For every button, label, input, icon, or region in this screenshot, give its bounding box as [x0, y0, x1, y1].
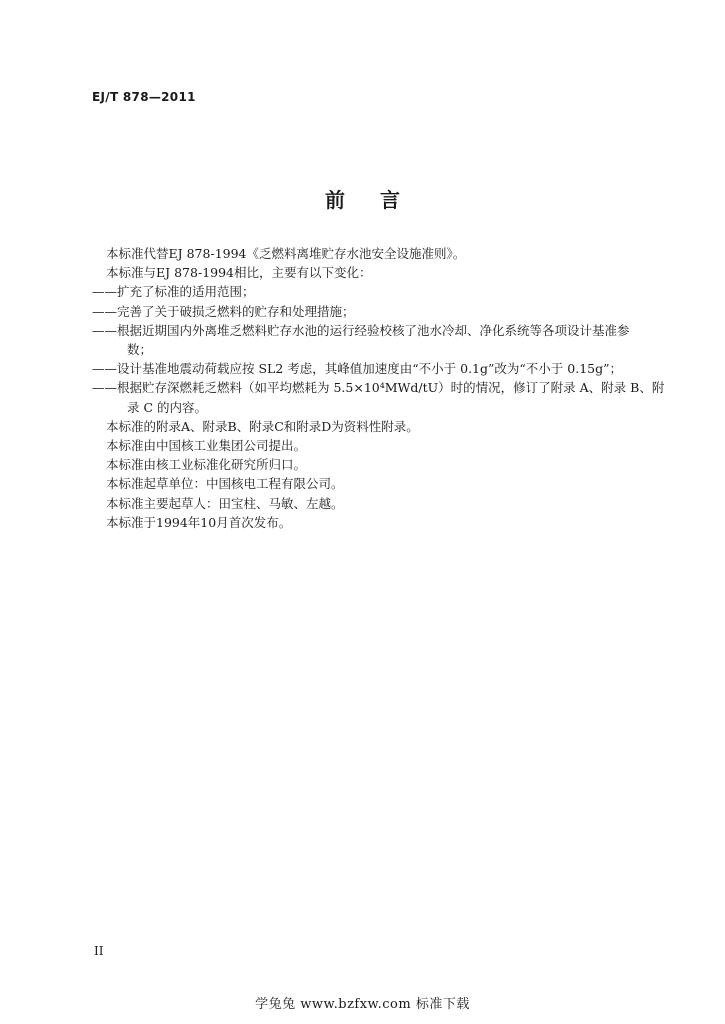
page-title: 前 言 [325, 188, 414, 212]
list-item: ——完善了关于破损乏燃料的贮存和处理措施； [92, 303, 355, 319]
paragraph: 本标准主要起草人：田宝柱、马敏、左越。 [106, 495, 344, 511]
paragraph: 本标准由中国核工业集团公司提出。 [106, 438, 307, 454]
list-item: ——扩充了标准的适用范围； [92, 284, 255, 300]
list-item: ——根据贮存深燃耗乏燃料（如平均燃耗为 5.5×10⁴MWd/tU）时的情况，修订了附录 A、附录 B、附 [92, 380, 665, 396]
document-code: EJ/T 878—2011 [92, 90, 196, 104]
list-item-continuation: 数； [127, 342, 153, 358]
paragraph: 本标准代替EJ 878-1994《乏燃料离堆贮存水池安全设施准则》。 [106, 246, 466, 261]
paragraph: 本标准起草单位：中国核电工程有限公司。 [106, 476, 344, 492]
page-number: II [94, 944, 104, 958]
foreword-body [92, 244, 665, 532]
paragraph: 本标准由核工业标准化研究所归口。 [106, 457, 307, 473]
list-item-continuation: 录 C 的内容。 [127, 399, 208, 415]
list-item: ——根据近期国内外离堆乏燃料贮存水池的运行经验校核了池水冷却、净化系统等各项设计基准参 [92, 322, 630, 338]
paragraph: 本标准于1994年10月首次发布。 [106, 514, 292, 530]
footer-watermark: 学兔兔 www.bzfxw.com 标准下载 [255, 997, 470, 1012]
paragraph: 本标准与EJ 878-1994相比，主要有以下变化： [106, 265, 372, 281]
list-item: ——设计基准地震动荷载应按 SL2 考虑，其峰值加速度由“不小于 0.1g”改为“不小于 0.15g”； [92, 361, 622, 377]
paragraph: 本标准的附录A、附录B、附录C和附录D为资料性附录。 [106, 418, 419, 434]
